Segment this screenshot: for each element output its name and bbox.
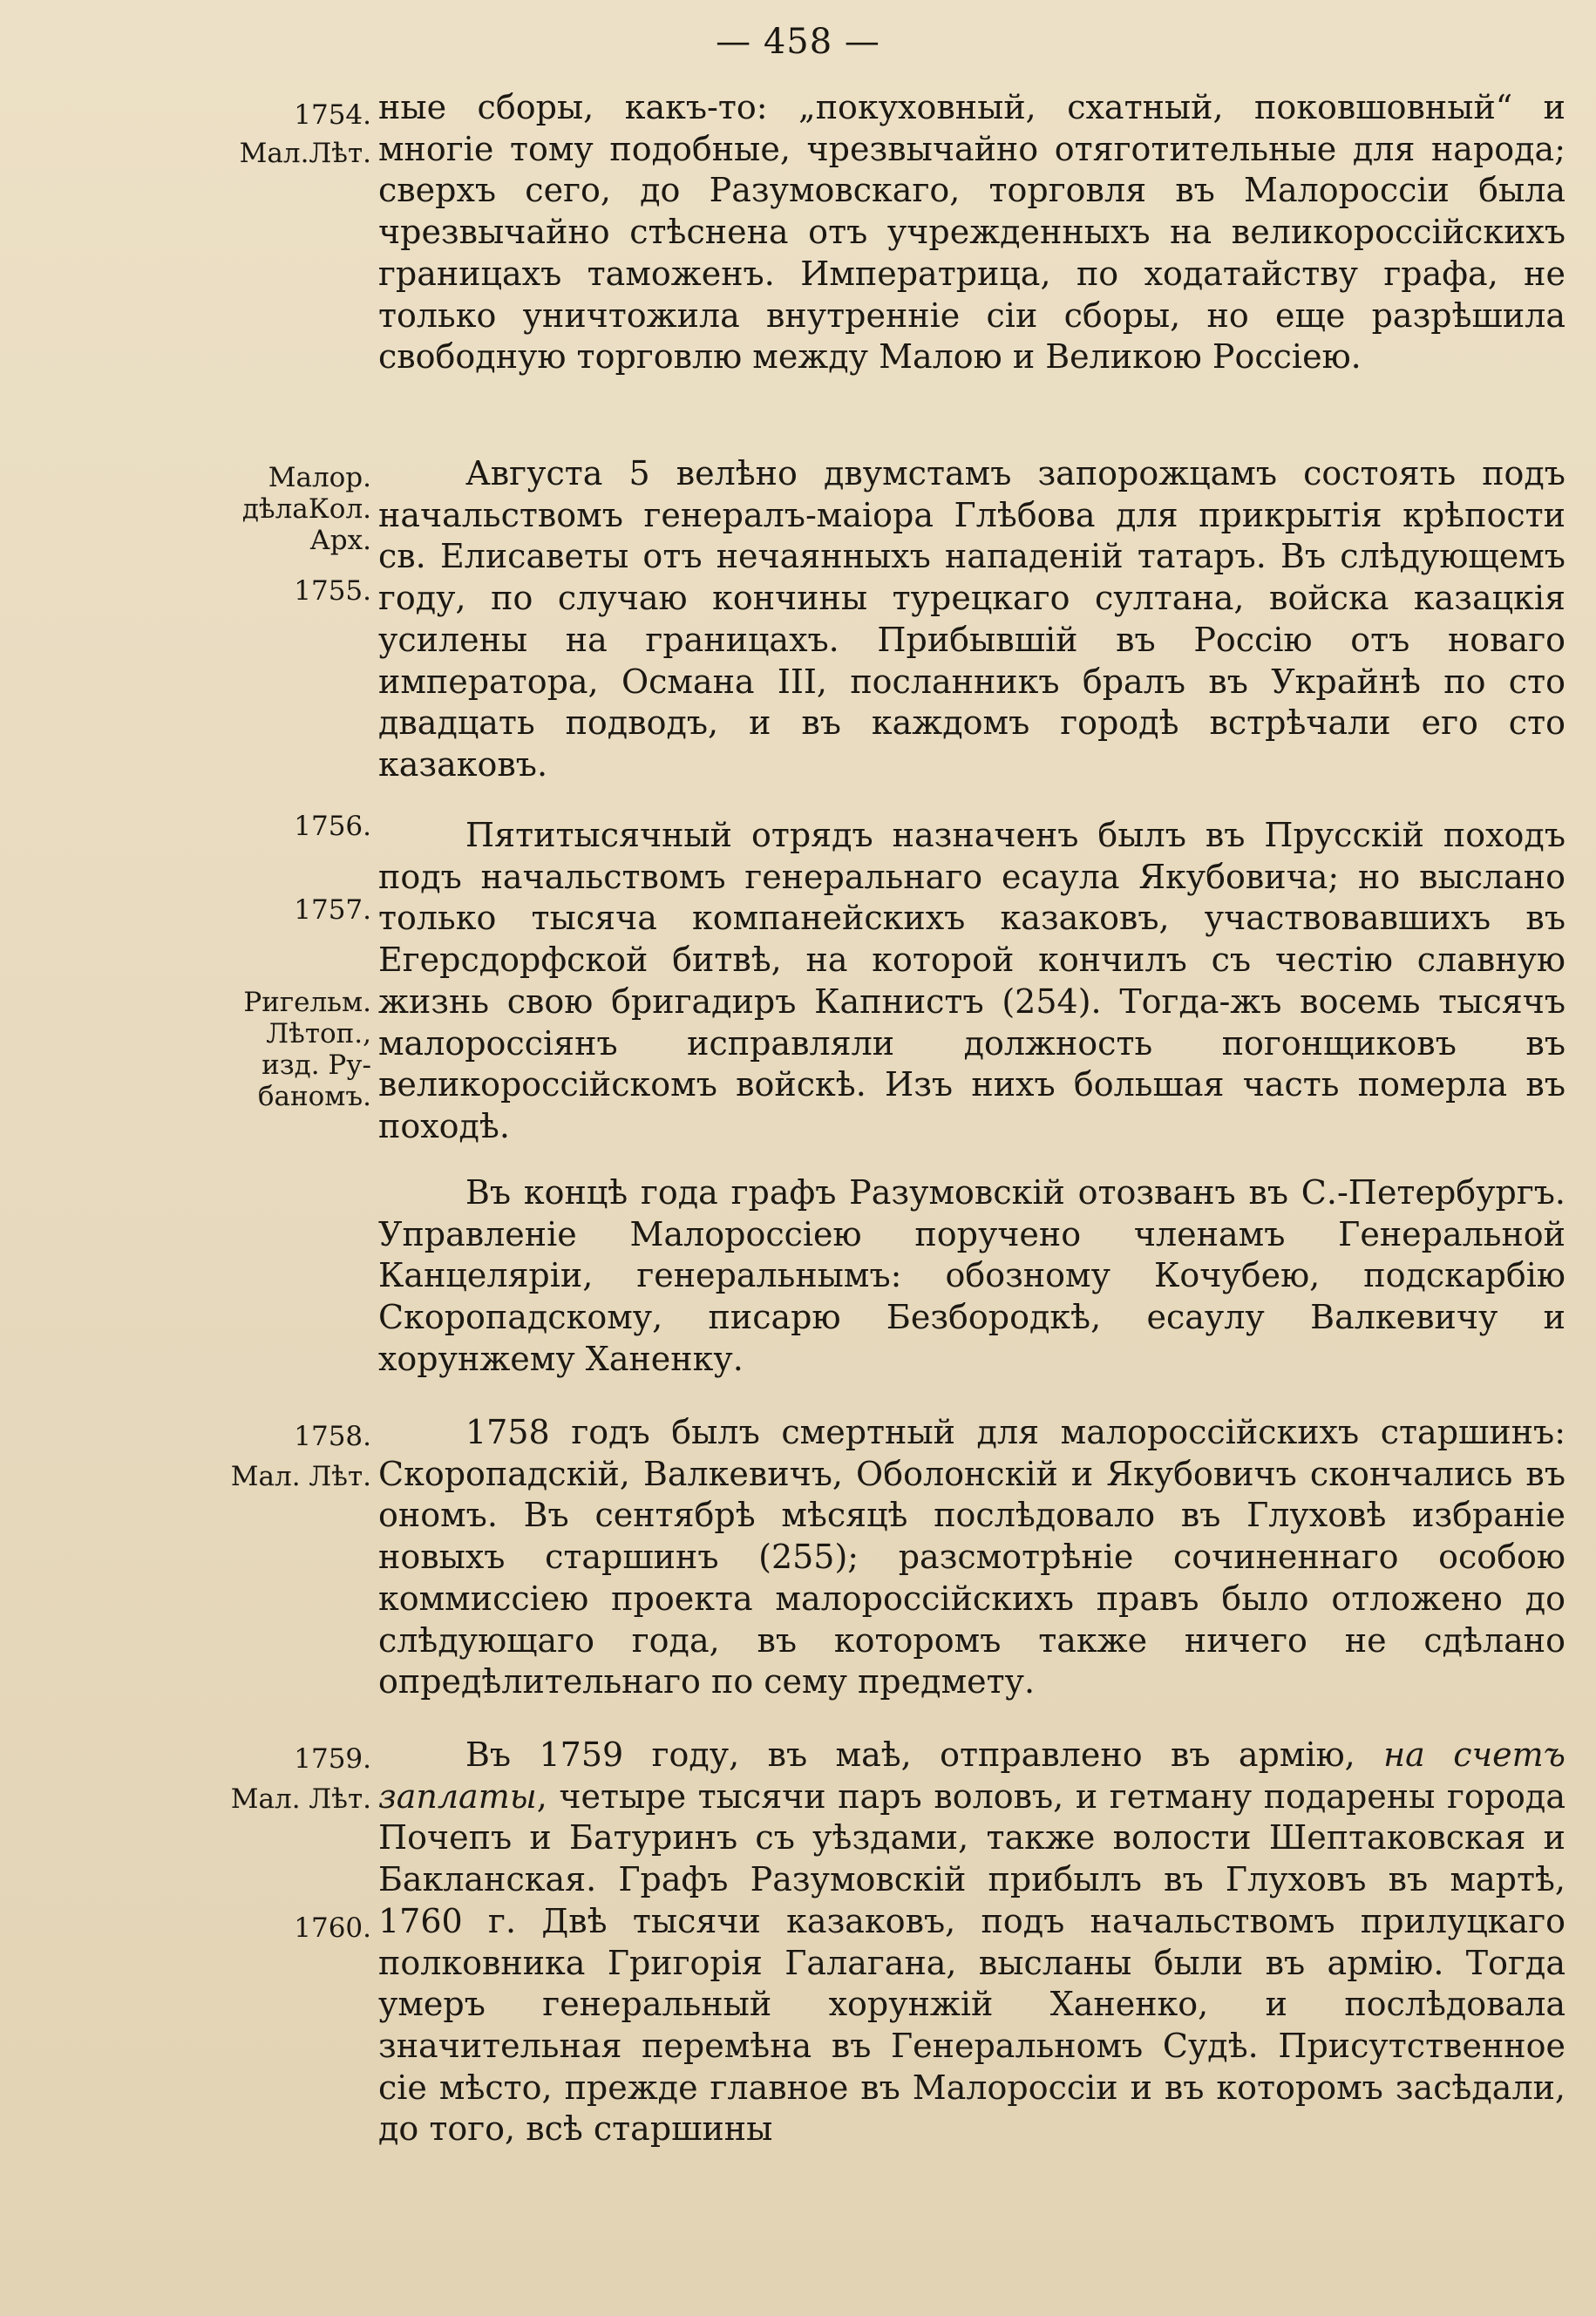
margin-source-malor-dela: Малор. дѣлаКол. Арх. [241,462,371,556]
italic-phrase: на счетъ заплаты [378,1735,1565,1816]
margin-year-1758: 1758. [294,1421,371,1452]
margin-source-mal-let: Мал. Лѣт. [230,1461,371,1492]
paragraph-text: , четыре тысячи паръ воловъ, и гетману подарены города Почепъ и Батуринъ съ уѣздами, также волости Шептаковская и Бакланская. Графъ Разумовскій прибылъ въ Глуховъ въ мартѣ, 1760 г. Двѣ тысячи казаковъ, подъ начальствомъ прилуцкаго полковника Григорія Галагана, высланы были въ армію. Тогда умеръ генеральный хорунжій Ханенко, и послѣдовала значительная перемѣна въ Генеральномъ Судѣ. Присутственное сіе мѣсто, прежде главное въ Малороссіи и въ которомъ засѣдали, до того, всѣ старшины [378,1776,1565,2149]
paragraph-1758: 1758 годъ былъ смертный для малороссійскихъ старшинъ: Скоропадскій, Валкевичъ, Оболонскій и Якубовичъ скончались въ ономъ. Въ сентябрѣ мѣсяцѣ послѣдовало въ Глуховѣ избраніе новыхъ старшинъ (255); разсмотрѣніе сочиненнаго особою коммиссіею проекта малороссійскихъ правъ было отложено до слѣдующаго года, въ которомъ также ничего не сдѣлано опредѣлительнаго по сему предмету. [378,1413,1565,1701]
paragraph-1756-1757: Пятитысячный отрядъ назначенъ былъ въ Прусскій походъ подъ начальствомъ генеральнаго есаула Якубовича; но выслано только тысяча компанейскихъ казаковъ, участвовавшихъ въ Егерсдорфской битвѣ, на которой кончилъ съ честію славную жизнь свою бригадиръ Капнистъ (254). Тогда-жъ восемь тысячъ малороссіянъ исправляли должность погонщиковъ въ великороссійскомъ войскѣ. Изъ нихъ большая часть померла въ походѣ. [378,816,1565,1145]
paragraph-1759-1760 [378,1735,1565,2150]
paragraph-1754: ные сборы, какъ-то: „покуховный, схатный, поковшовный“ и многіе тому подобные, чрезвычайно отяготительные для народа; сверхъ сего, до Разумовскаго, торговля въ Малороссіи была чрезвычайно стѣснена отъ учрежденныхъ на великороссійскихъ границахъ таможенъ. Императрица, по ходатайству графа, не только уничтожила внутренніе сіи сборы, но еще разрѣшила свободную торговлю между Малою и Великою Россіею. [378,88,1565,377]
page-number: — 458 — [716,22,880,62]
margin-year-1755: 1755. [294,575,371,607]
margin-year-1754: 1754. [294,99,371,131]
margin-year-1756: 1756. [294,811,371,842]
margin-year-1760: 1760. [294,1912,371,1944]
margin-year-1759: 1759. [294,1743,371,1775]
paragraph-razumovsky-recalled: Въ концѣ года графъ Разумовскій отозванъ въ С.-Петербургъ. Управленіе Малороссіею поручено членамъ Генеральной Канцеляріи, генеральнымъ: обозному Кочубею, подскарбію Скоропадскому, писарю Безбородкѣ, есаулу Валкевичу и хорунжему Ханенку. [378,1173,1565,1378]
margin-source-rigelm: Ригельм. Лѣтоп., изд. Ру- баномъ. [243,987,371,1112]
paragraph-1755: Августа 5 велѣно двумстамъ запорожцамъ состоять подъ начальствомъ генералъ-маіора Глѣбова для прикрытія крѣпости св. Елисаветы отъ нечаянныхъ нападеній татаръ. Въ слѣдующемъ году, по случаю кончины турецкаго султана, войска казацкія усилены на границахъ. Прибывшій въ Россію отъ новаго императора, Османа III, посланникъ бралъ въ Украйнѣ по сто двадцать подводъ, и въ каждомъ городѣ встрѣчали его сто казаковъ. [378,454,1565,784]
margin-source-mal-let: Мал. Лѣт. [230,1783,371,1815]
paragraph-text: Въ 1759 году, въ маѣ, отправлено въ армію, [465,1735,1384,1774]
margin-source-mal-let: Мал.Лѣт. [239,138,371,169]
margin-year-1757: 1757. [294,894,371,926]
